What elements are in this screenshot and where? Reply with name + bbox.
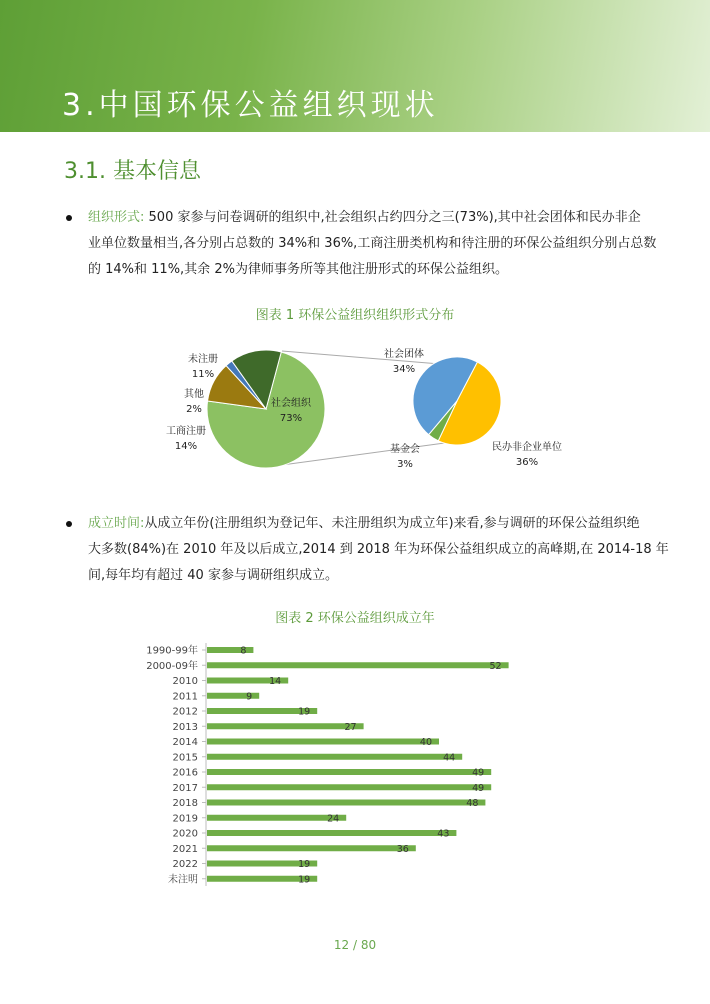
bar-value-label: 8 xyxy=(240,645,247,657)
pie-label-team-value: 34% xyxy=(392,364,416,375)
bar xyxy=(207,754,462,760)
bar xyxy=(207,815,346,821)
pie-label-private-value: 36% xyxy=(515,457,539,468)
breakdown-pie xyxy=(413,357,501,445)
bar-category-label: 2000-09年 xyxy=(146,660,198,672)
paragraph-founding-year xyxy=(88,511,669,589)
bar-value-label: 48 xyxy=(466,798,479,809)
bar-category-label: 2010 xyxy=(172,676,198,687)
bar xyxy=(207,739,439,745)
pie-label-business-value: 14% xyxy=(174,441,198,452)
bar xyxy=(207,723,364,729)
bar-category-label: 1990-99年 xyxy=(146,645,198,657)
bar-value-label: 27 xyxy=(344,721,357,733)
bar-category-label: 2019 xyxy=(172,813,198,825)
pie-label-unregistered-value: 11% xyxy=(191,369,215,380)
pie-label-social-name: 社会组织 xyxy=(271,398,311,409)
bar-category-label: 2012 xyxy=(172,706,198,718)
paragraph-lead: 成立时间: xyxy=(88,516,145,531)
bar xyxy=(207,800,485,806)
bar-value-label: 49 xyxy=(472,782,485,794)
bar-value-label: 24 xyxy=(327,813,340,825)
pie-label-foundation-name: 基金会 xyxy=(390,444,420,455)
pie-label-social-value: 73% xyxy=(279,413,303,424)
pie-label-team-name: 社会团体 xyxy=(384,349,424,360)
bullet-dot xyxy=(66,215,72,221)
section-title: 3.1. 基本信息 xyxy=(64,159,201,184)
pie-label-unregistered-name: 未注册 xyxy=(188,354,218,365)
bar-category-label: 2013 xyxy=(172,721,198,733)
bar-value-label: 52 xyxy=(489,660,502,672)
bar xyxy=(207,830,456,836)
bar-category-label: 2022 xyxy=(172,859,198,870)
bar-value-label: 9 xyxy=(246,691,253,703)
bar xyxy=(207,845,416,851)
main-pie xyxy=(207,350,325,468)
bar-category-label: 2016 xyxy=(172,767,198,779)
bar-value-label: 19 xyxy=(298,706,311,718)
bar xyxy=(207,662,509,668)
bar-value-label: 40 xyxy=(419,737,432,748)
bar xyxy=(207,769,491,775)
bar-chart xyxy=(0,640,710,890)
pie-label-other-name: 其他 xyxy=(184,389,204,400)
bar xyxy=(207,784,491,790)
page-number: 12 / 80 xyxy=(333,938,377,952)
bar-value-label: 43 xyxy=(437,828,450,840)
bar-value-label: 19 xyxy=(298,874,311,886)
pie-label-other-value: 2% xyxy=(186,404,202,415)
bar-value-label: 14 xyxy=(269,676,282,687)
pie-chart xyxy=(0,330,710,480)
figure2-caption: 图表 2 环保公益组织成立年 xyxy=(275,611,435,626)
pie-label-foundation-value: 3% xyxy=(397,459,413,470)
connector-line xyxy=(282,351,452,365)
bar-category-label: 未注明 xyxy=(168,874,198,886)
paragraph-lead: 组织形式: xyxy=(88,210,145,225)
bar-category-label: 2014 xyxy=(172,737,198,748)
bar-category-label: 2015 xyxy=(172,752,198,764)
paragraph-line: 500 家参与问卷调研的组织中,社会组织占约四分之三(73%),其中社会团体和民办非企 xyxy=(144,210,641,225)
pie-label-private-name: 民办非企业单位 xyxy=(492,442,562,453)
figure1-caption: 图表 1 环保公益组织组织形式分布 xyxy=(255,308,455,323)
paragraph-line: 的 14%和 11%,其余 2%为律师事务所等其他注册形式的环保公益组织。 xyxy=(88,262,508,277)
bullet-dot xyxy=(66,521,72,527)
bar-category-label: 2011 xyxy=(172,691,198,703)
paragraph-line: 间,每年均有超过 40 家参与调研组织成立。 xyxy=(88,568,338,583)
bar-value-label: 19 xyxy=(298,859,311,870)
pie-label-business-name: 工商注册 xyxy=(166,426,206,437)
paragraph-line: 业单位数量相当,各分别占总数的 34%和 36%,工商注册类机构和待注册的环保公益组织分别占总数 xyxy=(88,236,657,251)
bar-category-label: 2017 xyxy=(172,782,198,794)
bar xyxy=(207,647,253,653)
chapter-title: 3.中国环保公益组织现状 xyxy=(62,88,439,123)
bar-value-label: 49 xyxy=(472,767,485,779)
paragraph-line: 大多数(84%)在 2010 年及以后成立,2014 到 2018 年为环保公益组织成立的高峰期,在 2014-18 年 xyxy=(88,542,669,557)
bar-category-label: 2020 xyxy=(172,828,198,840)
bar-category-label: 2021 xyxy=(172,843,198,855)
paragraph-line: 从成立年份(注册组织为登记年、未注册组织为成立年)来看,参与调研的环保公益组织绝 xyxy=(144,516,640,531)
bar-value-label: 44 xyxy=(443,752,456,764)
paragraph-organization-form xyxy=(88,205,660,283)
bar-value-label: 36 xyxy=(396,843,409,855)
bar-category-label: 2018 xyxy=(172,798,198,809)
